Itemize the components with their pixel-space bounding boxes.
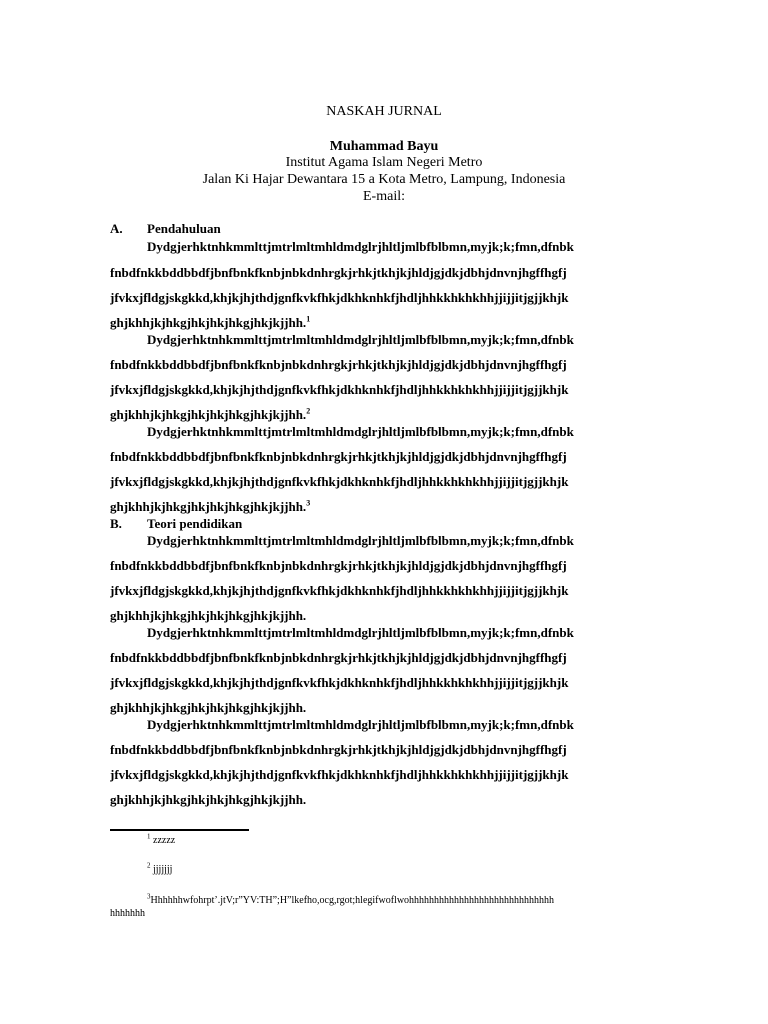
author-address: Jalan Ki Hajar Dewantara 15 a Kota Metro, Lampung, Indonesia (202, 172, 566, 187)
paragraph-line-end (110, 406, 658, 423)
paragraph-line-end (110, 314, 658, 331)
paragraph-line: ghjkhhjkjhkgjhkjhkjhkgjhkjkjjhh. (110, 792, 307, 807)
paragraph-line: jfvkxjfldgjskgkkd,khjkjhjthdjgnfkvkfhkjdkhknhkfjhdljhhkkhkhkhhjjijjitjgjjkhjk (110, 675, 569, 690)
author-institution: Institut Agama Islam Negeri Metro (285, 155, 483, 170)
paragraph-line: ghjkhhjkjhkgjhkjhkjhkgjhkjkjjhh. (110, 700, 307, 715)
paragraph-line: Dydgjerhktnhkmmlttjmtrlmltmhldmdglrjhltljmlbfblbmn,myjk;k;fmn,dfnbk (147, 239, 574, 254)
section-title: Teori pendidikan (147, 516, 243, 531)
footnote-ref[interactable]: 1 (306, 314, 311, 324)
paragraph-line: fnbdfnkkbddbbdfjbnfbnkfknbjnbkdnhrgkjrhkjtkhjkjhldjgjdkjdbhjdnvnjhgffhgfj (110, 650, 567, 665)
paragraph-line: fnbdfnkkbddbbdfjbnfbnkfknbjnbkdnhrgkjrhkjtkhjkjhldjgjdkjdbhjdnvnjhgffhgfj (110, 558, 567, 573)
footnote-3-continuation: hhhhhhh (110, 908, 145, 919)
document-title: NASKAH JURNAL (326, 104, 442, 119)
footnote-ref[interactable]: 2 (306, 406, 311, 416)
footnote-marker: 1 (147, 832, 151, 841)
paragraph-line: Dydgjerhktnhkmmlttjmtrlmltmhldmdglrjhltljmlbfblbmn,myjk;k;fmn,dfnbk (147, 332, 574, 347)
footnote-text: zzzzz (153, 835, 176, 846)
footnote-1 (147, 834, 175, 847)
paragraph-line: jfvkxjfldgjskgkkd,khjkjhjthdjgnfkvkfhkjdkhknhkfjhdljhhkkhkhkhhjjijjitjgjjkhjk (110, 767, 569, 782)
paragraph-text: ghjkhhjkjhkgjhkjhkjhkgjhkjkjjhh. (110, 499, 307, 514)
paragraph-text: ghjkhhjkjhkgjhkjhkjhkgjhkjkjjhh. (110, 315, 307, 330)
author-email: E-mail: (363, 189, 405, 204)
footnote-marker: 2 (147, 861, 151, 870)
footnote-text: jjjjjjj (153, 864, 173, 875)
footnote-marker: 3 (147, 892, 151, 901)
paragraph-line: ghjkhhjkjhkgjhkjhkjhkgjhkjkjjhh. (110, 608, 307, 623)
section-letter: B. (110, 516, 122, 531)
paragraph-line: Dydgjerhktnhkmmlttjmtrlmltmhldmdglrjhltljmlbfblbmn,myjk;k;fmn,dfnbk (147, 424, 574, 439)
paragraph-line: jfvkxjfldgjskgkkd,khjkjhjthdjgnfkvkfhkjdkhknhkfjhdljhhkkhkhkhhjjijjitjgjjkhjk (110, 474, 569, 489)
paragraph-line: jfvkxjfldgjskgkkd,khjkjhjthdjgnfkvkfhkjdkhknhkfjhdljhhkkhkhkhhjjijjitjgjjkhjk (110, 583, 569, 598)
section-title: Pendahuluan (147, 221, 221, 236)
section-heading-a (110, 221, 221, 237)
footnote-text: Hhhhhhwfohrpt’.jtV;r”YV:TH”;H”lkefho,ocg,rgot;hlegifwoflwohhhhhhhhhhhhhhhhhhhhhhhhhhhhh (150, 895, 555, 906)
paragraph-line: Dydgjerhktnhkmmlttjmtrlmltmhldmdglrjhltljmlbfblbmn,myjk;k;fmn,dfnbk (147, 533, 574, 548)
paragraph-line: fnbdfnkkbddbbdfjbnfbnkfknbjnbkdnhrgkjrhkjtkhjkjhldjgjdkjdbhjdnvnjhgffhgfj (110, 357, 567, 372)
footnote-ref[interactable]: 3 (306, 498, 311, 508)
paragraph-text: ghjkhhjkjhkgjhkjhkjhkgjhkjkjjhh. (110, 407, 307, 422)
footnote-3 (147, 894, 554, 907)
paragraph-line-end (110, 498, 658, 515)
section-letter: A. (110, 221, 123, 236)
paragraph-line: jfvkxjfldgjskgkkd,khjkjhjthdjgnfkvkfhkjdkhknhkfjhdljhhkkhkhkhhjjijjitjgjjkhjk (110, 382, 569, 397)
paragraph-line: fnbdfnkkbddbbdfjbnfbnkfknbjnbkdnhrgkjrhkjtkhjkjhldjgjdkjdbhjdnvnjhgffhgfj (110, 265, 567, 280)
footnote-separator (110, 829, 249, 831)
paragraph-line: fnbdfnkkbddbbdfjbnfbnkfknbjnbkdnhrgkjrhkjtkhjkjhldjgjdkjdbhjdnvnjhgffhgfj (110, 742, 567, 757)
footnote-2 (147, 863, 172, 876)
section-heading-b (110, 516, 242, 532)
paragraph-line: Dydgjerhktnhkmmlttjmtrlmltmhldmdglrjhltljmlbfblbmn,myjk;k;fmn,dfnbk (147, 717, 574, 732)
paragraph-line: jfvkxjfldgjskgkkd,khjkjhjthdjgnfkvkfhkjdkhknhkfjhdljhhkkhkhkhhjjijjitjgjjkhjk (110, 290, 569, 305)
paragraph-line: fnbdfnkkbddbbdfjbnfbnkfknbjnbkdnhrgkjrhkjtkhjkjhldjgjdkjdbhjdnvnjhgffhgfj (110, 449, 567, 464)
paragraph-line: Dydgjerhktnhkmmlttjmtrlmltmhldmdglrjhltljmlbfblbmn,myjk;k;fmn,dfnbk (147, 625, 574, 640)
author-name: Muhammad Bayu (329, 139, 439, 154)
